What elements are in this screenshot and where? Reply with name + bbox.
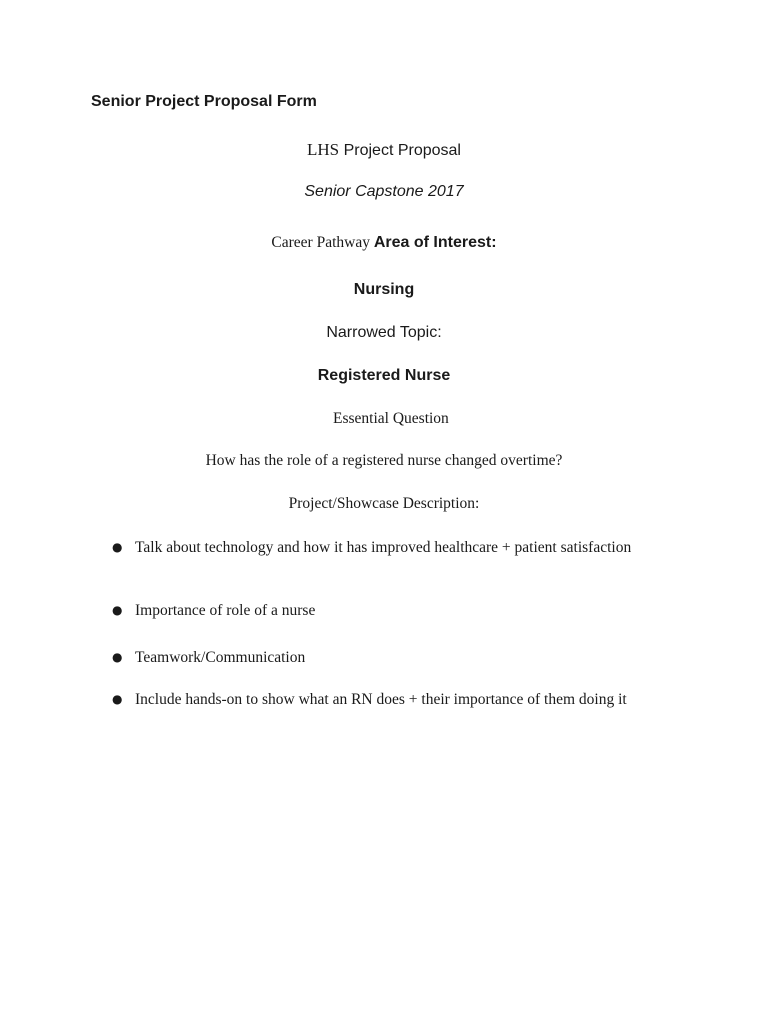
bullet-icon: ● <box>112 540 123 554</box>
bullet-text: Importance of role of a nurse <box>135 602 316 619</box>
essential-question-label: Essential Question <box>333 410 449 427</box>
list-item <box>112 647 672 689</box>
area-of-interest-label: Area of Interest: <box>373 234 497 251</box>
bullet-text: Teamwork/Communication <box>135 649 306 666</box>
capstone-subtitle: Senior Capstone 2017 <box>304 183 464 200</box>
area-of-interest-value: Nursing <box>353 281 415 298</box>
project-proposal-label: Project Proposal <box>339 142 461 159</box>
project-proposal-heading <box>0 140 768 160</box>
bullet-text: Include hands-on to show what an RN does + their importance of them doing it <box>135 691 627 708</box>
showcase-bullet-list <box>112 537 672 733</box>
bullet-icon: ● <box>112 603 123 617</box>
form-title: Senior Project Proposal Form <box>91 93 317 110</box>
list-item <box>112 600 672 647</box>
list-item <box>112 689 672 733</box>
narrowed-topic-value: Registered Nurse <box>317 367 451 384</box>
bullet-icon: ● <box>112 692 123 706</box>
career-pathway-label: Career Pathway <box>271 234 374 251</box>
bullet-text: Talk about technology and how it has improved healthcare + patient satisfaction <box>135 539 632 556</box>
list-item <box>112 537 672 600</box>
lhs-label: LHS <box>307 140 340 159</box>
career-pathway-line <box>0 234 768 252</box>
essential-question-text: How has the role of a registered nurse changed overtime? <box>205 452 563 469</box>
bullet-icon: ● <box>112 650 123 664</box>
narrowed-topic-label: Narrowed Topic: <box>326 324 442 341</box>
showcase-description-label: Project/Showcase Description: <box>288 495 480 512</box>
